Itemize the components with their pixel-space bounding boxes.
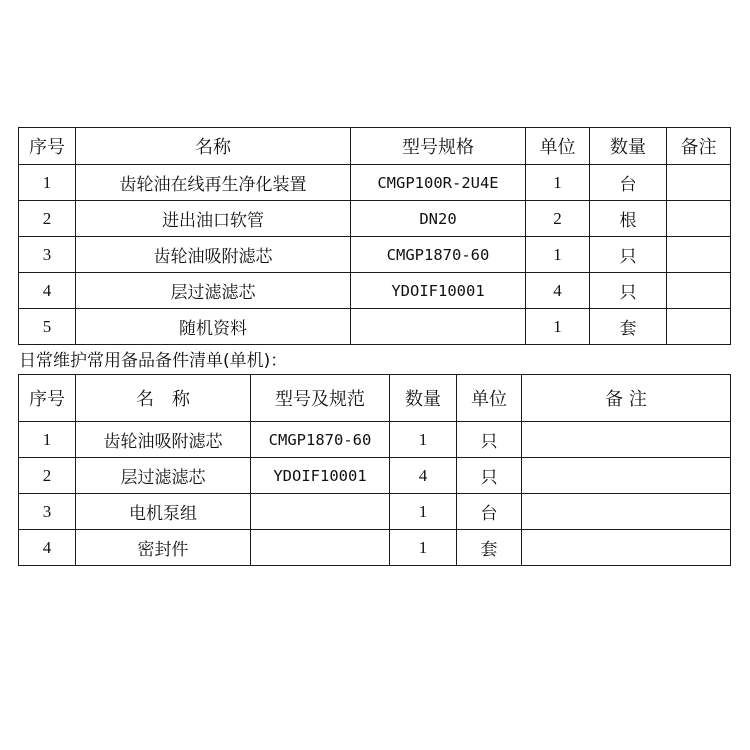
cell-serial: 1: [19, 422, 76, 458]
table-row: [19, 201, 731, 237]
cell-quantity: 1: [390, 494, 457, 530]
cell-remarks: [522, 458, 731, 494]
delivery-list-table: [18, 127, 731, 345]
header-name: 名 称: [76, 375, 251, 422]
header-unit: 单位: [526, 128, 590, 165]
cell-quantity: 只: [590, 273, 667, 309]
cell-remarks: [667, 165, 731, 201]
cell-unit: 2: [526, 201, 590, 237]
header-serial: 序号: [19, 375, 76, 422]
cell-model: CMGP100R-2U4E: [351, 165, 526, 201]
cell-quantity: 1: [390, 530, 457, 566]
cell-serial: 2: [19, 458, 76, 494]
cell-remarks: [667, 309, 731, 345]
cell-serial: 4: [19, 273, 76, 309]
cell-name: 齿轮油在线再生净化装置: [76, 165, 351, 201]
cell-remarks: [667, 237, 731, 273]
header-name: 名称: [76, 128, 351, 165]
cell-quantity: 1: [390, 422, 457, 458]
cell-unit: 1: [526, 309, 590, 345]
table-row: [19, 422, 731, 458]
cell-name: 齿轮油吸附滤芯: [76, 237, 351, 273]
cell-unit: 4: [526, 273, 590, 309]
cell-model: [351, 309, 526, 345]
table-row: [19, 494, 731, 530]
spare-parts-caption: 日常维护常用备品备件清单(单机)：: [19, 351, 288, 371]
cell-unit: 只: [457, 458, 522, 494]
header-quantity: 数量: [590, 128, 667, 165]
cell-remarks: [667, 201, 731, 237]
cell-serial: 2: [19, 201, 76, 237]
cell-unit: 只: [457, 422, 522, 458]
cell-serial: 3: [19, 494, 76, 530]
cell-remarks: [522, 494, 731, 530]
cell-quantity: 套: [590, 309, 667, 345]
cell-remarks: [522, 422, 731, 458]
header-serial: 序号: [19, 128, 76, 165]
table-header-row: [19, 375, 731, 422]
header-model-spec: 型号及规范: [251, 375, 390, 422]
cell-model: YDOIF10001: [351, 273, 526, 309]
header-remarks: 备注: [667, 128, 731, 165]
cell-unit: 套: [457, 530, 522, 566]
cell-quantity: 只: [590, 237, 667, 273]
table-row: [19, 458, 731, 494]
cell-unit: 1: [526, 165, 590, 201]
table-row: [19, 165, 731, 201]
cell-name: 齿轮油吸附滤芯: [76, 422, 251, 458]
cell-model: [251, 530, 390, 566]
header-unit: 单位: [457, 375, 522, 422]
cell-remarks: [522, 530, 731, 566]
table-header-row: [19, 128, 731, 165]
header-quantity: 数量: [390, 375, 457, 422]
cell-serial: 3: [19, 237, 76, 273]
header-remarks: 备 注: [522, 375, 731, 422]
cell-quantity: 台: [590, 165, 667, 201]
cell-name: 层过滤滤芯: [76, 273, 351, 309]
table-row: [19, 530, 731, 566]
cell-name: 进出油口软管: [76, 201, 351, 237]
header-model: 型号规格: [351, 128, 526, 165]
spare-parts-table: [18, 374, 731, 566]
table-row: [19, 237, 731, 273]
cell-serial: 4: [19, 530, 76, 566]
cell-model: CMGP1870-60: [351, 237, 526, 273]
cell-quantity: 4: [390, 458, 457, 494]
cell-model: CMGP1870-60: [251, 422, 390, 458]
cell-model: [251, 494, 390, 530]
cell-name: 随机资料: [76, 309, 351, 345]
table-row: [19, 273, 731, 309]
table-row: [19, 309, 731, 345]
cell-serial: 5: [19, 309, 76, 345]
cell-model: DN20: [351, 201, 526, 237]
cell-name: 电机泵组: [76, 494, 251, 530]
cell-remarks: [667, 273, 731, 309]
cell-name: 层过滤滤芯: [76, 458, 251, 494]
cell-model: YDOIF10001: [251, 458, 390, 494]
cell-unit: 1: [526, 237, 590, 273]
cell-name: 密封件: [76, 530, 251, 566]
cell-serial: 1: [19, 165, 76, 201]
cell-unit: 台: [457, 494, 522, 530]
cell-quantity: 根: [590, 201, 667, 237]
